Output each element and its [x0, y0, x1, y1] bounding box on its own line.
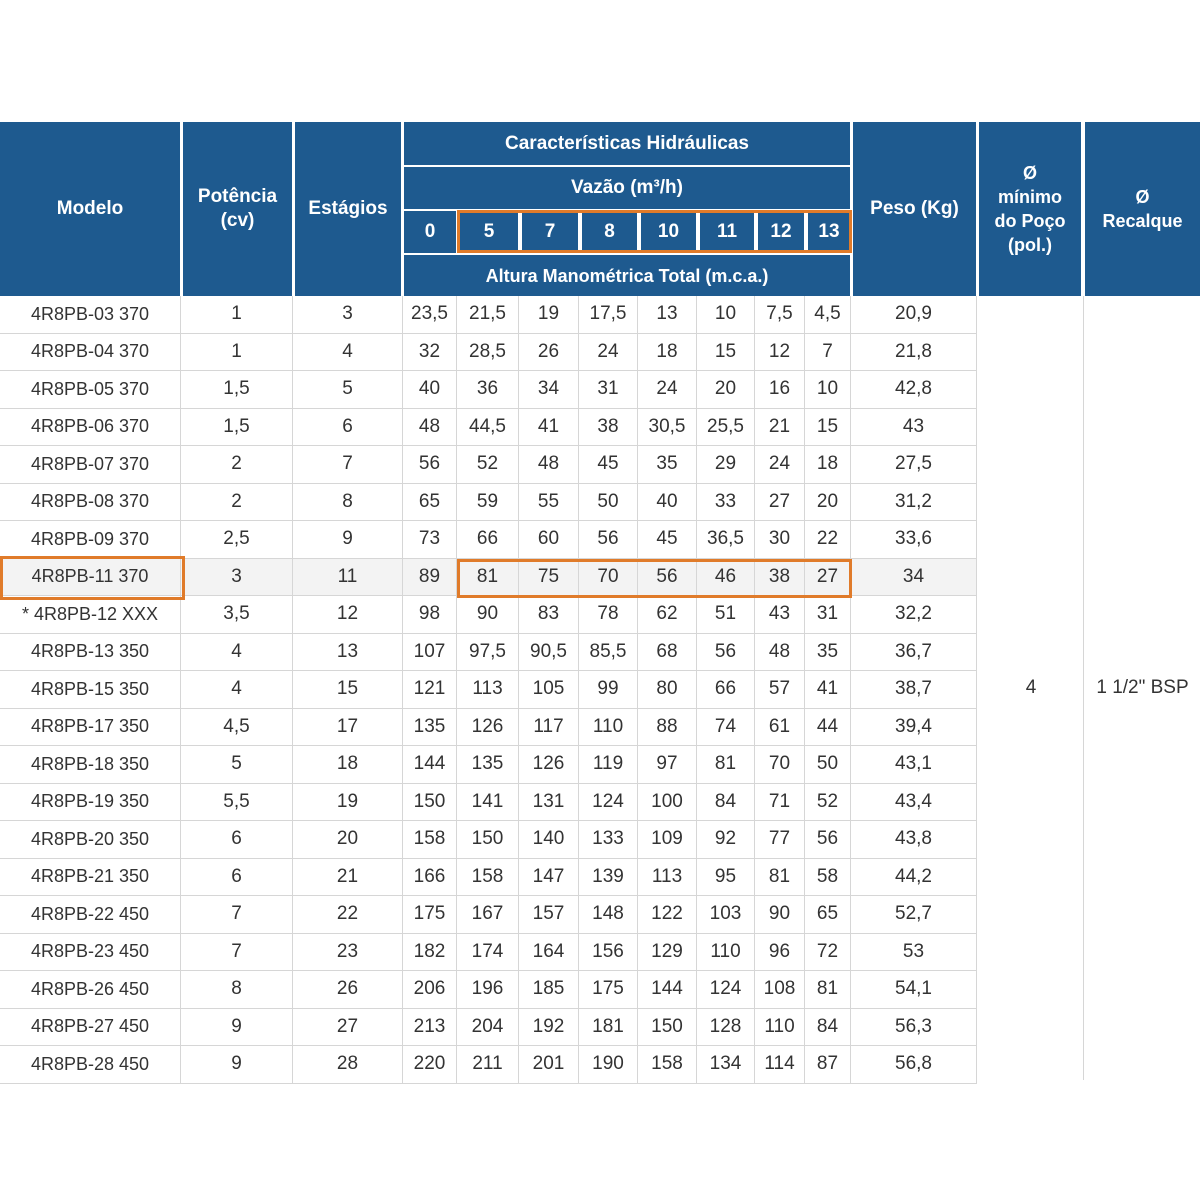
- cell-potencia: 1: [181, 296, 293, 333]
- cell-altura-3: 148: [579, 896, 638, 933]
- cell-peso: 43,1: [851, 746, 977, 783]
- cell-altura-5: 95: [697, 859, 755, 896]
- cell-altura-5: 51: [697, 596, 755, 633]
- cell-altura-0: 73: [403, 521, 457, 558]
- cell-altura-4: 40: [638, 484, 697, 521]
- cell-altura-2: 105: [519, 671, 579, 708]
- cell-altura-0: 56: [403, 446, 457, 483]
- cell-peso: 31,2: [851, 484, 977, 521]
- flow-header-6: 12: [758, 211, 804, 253]
- cell-altura-6: 77: [755, 821, 805, 858]
- cell-modelo: 4R8PB-18 350: [0, 746, 181, 783]
- cell-modelo: 4R8PB-17 350: [0, 709, 181, 746]
- table-row: [0, 1009, 977, 1047]
- cell-altura-3: 78: [579, 596, 638, 633]
- cell-altura-6: 12: [755, 334, 805, 371]
- cell-altura-7: 10: [805, 371, 851, 408]
- flow-header-4: 10: [641, 211, 696, 253]
- cell-altura-7: 35: [805, 634, 851, 671]
- cell-altura-3: 99: [579, 671, 638, 708]
- cell-altura-6: 81: [755, 859, 805, 896]
- cell-modelo: 4R8PB-11 370: [0, 559, 181, 596]
- cell-altura-4: 150: [638, 1009, 697, 1046]
- cell-peso: 34: [851, 559, 977, 596]
- cell-altura-0: 89: [403, 559, 457, 596]
- cell-altura-0: 32: [403, 334, 457, 371]
- cell-altura-1: 81: [457, 559, 519, 596]
- cell-altura-7: 31: [805, 596, 851, 633]
- cell-peso: 44,2: [851, 859, 977, 896]
- cell-estagios: 21: [293, 859, 403, 896]
- cell-altura-4: 100: [638, 784, 697, 821]
- cell-altura-4: 113: [638, 859, 697, 896]
- cell-peso: 36,7: [851, 634, 977, 671]
- cell-altura-7: 20: [805, 484, 851, 521]
- cell-modelo: 4R8PB-08 370: [0, 484, 181, 521]
- cell-altura-4: 24: [638, 371, 697, 408]
- cell-potencia: 3,5: [181, 596, 293, 633]
- cell-altura-0: 206: [403, 971, 457, 1008]
- header-vazao: Vazão (m³/h): [404, 167, 850, 209]
- cell-altura-3: 50: [579, 484, 638, 521]
- cell-estagios: 27: [293, 1009, 403, 1046]
- cell-altura-5: 20: [697, 371, 755, 408]
- cell-altura-5: 84: [697, 784, 755, 821]
- cell-modelo: 4R8PB-23 450: [0, 934, 181, 971]
- cell-altura-3: 110: [579, 709, 638, 746]
- cell-altura-5: 134: [697, 1046, 755, 1083]
- cell-potencia: 6: [181, 821, 293, 858]
- cell-peso: 56,3: [851, 1009, 977, 1046]
- cell-estagios: 19: [293, 784, 403, 821]
- cell-altura-0: 121: [403, 671, 457, 708]
- cell-modelo: 4R8PB-07 370: [0, 446, 181, 483]
- table-row: [0, 784, 977, 822]
- cell-altura-5: 36,5: [697, 521, 755, 558]
- table-row: [0, 596, 977, 634]
- cell-altura-5: 128: [697, 1009, 755, 1046]
- flow-header-0: 0: [404, 211, 456, 253]
- cell-altura-2: 140: [519, 821, 579, 858]
- cell-altura-5: 29: [697, 446, 755, 483]
- cell-altura-0: 158: [403, 821, 457, 858]
- header-caracteristicas: Características Hidráulicas: [404, 122, 850, 165]
- cell-altura-2: 41: [519, 409, 579, 446]
- cell-altura-5: 124: [697, 971, 755, 1008]
- cell-altura-6: 114: [755, 1046, 805, 1083]
- table-row: [0, 896, 977, 934]
- cell-estagios: 20: [293, 821, 403, 858]
- cell-altura-0: 182: [403, 934, 457, 971]
- cell-altura-0: 48: [403, 409, 457, 446]
- cell-potencia: 9: [181, 1046, 293, 1083]
- cell-altura-2: 192: [519, 1009, 579, 1046]
- cell-estagios: 11: [293, 559, 403, 596]
- cell-modelo: 4R8PB-20 350: [0, 821, 181, 858]
- cell-altura-1: 113: [457, 671, 519, 708]
- cell-modelo: 4R8PB-22 450: [0, 896, 181, 933]
- cell-potencia: 3: [181, 559, 293, 596]
- cell-altura-4: 68: [638, 634, 697, 671]
- cell-potencia: 1,5: [181, 371, 293, 408]
- table-row: [0, 934, 977, 972]
- cell-altura-3: 56: [579, 521, 638, 558]
- cell-altura-1: 52: [457, 446, 519, 483]
- cell-altura-1: 135: [457, 746, 519, 783]
- cell-altura-1: 174: [457, 934, 519, 971]
- cell-altura-7: 4,5: [805, 296, 851, 333]
- cell-peso: 20,9: [851, 296, 977, 333]
- table-row: [0, 371, 977, 409]
- cell-modelo: 4R8PB-19 350: [0, 784, 181, 821]
- cell-altura-7: 58: [805, 859, 851, 896]
- cell-altura-2: 19: [519, 296, 579, 333]
- cell-estagios: 17: [293, 709, 403, 746]
- cell-altura-4: 35: [638, 446, 697, 483]
- cell-altura-0: 135: [403, 709, 457, 746]
- cell-altura-6: 38: [755, 559, 805, 596]
- cell-potencia: 7: [181, 934, 293, 971]
- cell-altura-1: 66: [457, 521, 519, 558]
- cell-altura-5: 110: [697, 934, 755, 971]
- cell-modelo: 4R8PB-27 450: [0, 1009, 181, 1046]
- flow-header-5: 11: [700, 211, 754, 253]
- cell-altura-6: 96: [755, 934, 805, 971]
- cell-altura-7: 44: [805, 709, 851, 746]
- table-row: [0, 1046, 977, 1084]
- cell-altura-5: 46: [697, 559, 755, 596]
- cell-altura-6: 21: [755, 409, 805, 446]
- table-row: [0, 334, 977, 372]
- cell-altura-2: 83: [519, 596, 579, 633]
- cell-altura-4: 158: [638, 1046, 697, 1083]
- cell-estagios: 5: [293, 371, 403, 408]
- cell-altura-2: 34: [519, 371, 579, 408]
- cell-altura-6: 24: [755, 446, 805, 483]
- cell-potencia: 4: [181, 671, 293, 708]
- cell-potencia: 8: [181, 971, 293, 1008]
- cell-altura-3: 70: [579, 559, 638, 596]
- cell-estagios: 18: [293, 746, 403, 783]
- table-row: [0, 671, 977, 709]
- cell-altura-3: 119: [579, 746, 638, 783]
- cell-estagios: 22: [293, 896, 403, 933]
- flow-header-1: 5: [460, 211, 518, 253]
- cell-peso: 27,5: [851, 446, 977, 483]
- cell-altura-7: 87: [805, 1046, 851, 1083]
- header-diametro-poco: Ø mínimo do Poço (pol.): [979, 122, 1081, 296]
- cell-altura-1: 44,5: [457, 409, 519, 446]
- cell-estagios: 3: [293, 296, 403, 333]
- cell-modelo: 4R8PB-04 370: [0, 334, 181, 371]
- cell-altura-0: 220: [403, 1046, 457, 1083]
- cell-altura-2: 90,5: [519, 634, 579, 671]
- cell-estagios: 15: [293, 671, 403, 708]
- cell-altura-1: 126: [457, 709, 519, 746]
- cell-peso: 43,4: [851, 784, 977, 821]
- cell-altura-7: 27: [805, 559, 851, 596]
- cell-altura-6: 27: [755, 484, 805, 521]
- cell-altura-6: 43: [755, 596, 805, 633]
- cell-altura-3: 31: [579, 371, 638, 408]
- cell-altura-0: 144: [403, 746, 457, 783]
- cell-potencia: 9: [181, 1009, 293, 1046]
- cell-altura-6: 16: [755, 371, 805, 408]
- cell-estagios: 28: [293, 1046, 403, 1083]
- cell-altura-1: 28,5: [457, 334, 519, 371]
- cell-altura-3: 139: [579, 859, 638, 896]
- cell-altura-7: 72: [805, 934, 851, 971]
- cell-altura-0: 40: [403, 371, 457, 408]
- cell-altura-6: 57: [755, 671, 805, 708]
- header-altura: Altura Manométrica Total (m.c.a.): [404, 255, 850, 296]
- table-row: [0, 746, 977, 784]
- cell-altura-5: 25,5: [697, 409, 755, 446]
- cell-altura-4: 97: [638, 746, 697, 783]
- cell-altura-6: 71: [755, 784, 805, 821]
- pump-spec-table: [0, 122, 1200, 1080]
- cell-estagios: 26: [293, 971, 403, 1008]
- cell-altura-2: 126: [519, 746, 579, 783]
- cell-altura-3: 45: [579, 446, 638, 483]
- cell-altura-2: 147: [519, 859, 579, 896]
- cell-altura-7: 84: [805, 1009, 851, 1046]
- cell-altura-1: 150: [457, 821, 519, 858]
- cell-altura-4: 144: [638, 971, 697, 1008]
- cell-peso: 42,8: [851, 371, 977, 408]
- cell-altura-7: 81: [805, 971, 851, 1008]
- cell-peso: 33,6: [851, 521, 977, 558]
- cell-modelo: 4R8PB-09 370: [0, 521, 181, 558]
- cell-altura-5: 81: [697, 746, 755, 783]
- cell-altura-6: 61: [755, 709, 805, 746]
- cell-altura-7: 50: [805, 746, 851, 783]
- cell-altura-2: 157: [519, 896, 579, 933]
- cell-altura-2: 117: [519, 709, 579, 746]
- cell-potencia: 5: [181, 746, 293, 783]
- cell-altura-1: 97,5: [457, 634, 519, 671]
- header-modelo: Modelo: [0, 122, 180, 296]
- table-row: [0, 859, 977, 897]
- cell-altura-1: 158: [457, 859, 519, 896]
- cell-altura-1: 211: [457, 1046, 519, 1083]
- cell-estagios: 8: [293, 484, 403, 521]
- cell-altura-3: 17,5: [579, 296, 638, 333]
- cell-altura-3: 190: [579, 1046, 638, 1083]
- cell-estagios: 6: [293, 409, 403, 446]
- cell-altura-1: 196: [457, 971, 519, 1008]
- cell-altura-0: 65: [403, 484, 457, 521]
- cell-altura-0: 107: [403, 634, 457, 671]
- cell-altura-1: 59: [457, 484, 519, 521]
- cell-altura-4: 13: [638, 296, 697, 333]
- cell-potencia: 4,5: [181, 709, 293, 746]
- table-row: [0, 821, 977, 859]
- cell-altura-4: 88: [638, 709, 697, 746]
- cell-peso: 54,1: [851, 971, 977, 1008]
- cell-altura-3: 133: [579, 821, 638, 858]
- cell-altura-0: 166: [403, 859, 457, 896]
- cell-altura-2: 55: [519, 484, 579, 521]
- column-divider: [1083, 296, 1084, 1080]
- cell-altura-5: 10: [697, 296, 755, 333]
- cell-altura-1: 21,5: [457, 296, 519, 333]
- cell-altura-4: 56: [638, 559, 697, 596]
- cell-modelo: 4R8PB-28 450: [0, 1046, 181, 1083]
- cell-estagios: 13: [293, 634, 403, 671]
- cell-altura-7: 22: [805, 521, 851, 558]
- cell-potencia: 1,5: [181, 409, 293, 446]
- cell-peso: 43,8: [851, 821, 977, 858]
- cell-modelo: 4R8PB-13 350: [0, 634, 181, 671]
- cell-estagios: 7: [293, 446, 403, 483]
- table-row: [0, 409, 977, 447]
- cell-altura-5: 33: [697, 484, 755, 521]
- cell-altura-7: 41: [805, 671, 851, 708]
- cell-altura-4: 122: [638, 896, 697, 933]
- cell-estagios: 4: [293, 334, 403, 371]
- cell-altura-1: 36: [457, 371, 519, 408]
- cell-potencia: 2: [181, 484, 293, 521]
- cell-altura-2: 164: [519, 934, 579, 971]
- cell-altura-4: 80: [638, 671, 697, 708]
- cell-altura-5: 56: [697, 634, 755, 671]
- cell-estagios: 23: [293, 934, 403, 971]
- cell-altura-3: 181: [579, 1009, 638, 1046]
- cell-altura-5: 92: [697, 821, 755, 858]
- cell-altura-2: 185: [519, 971, 579, 1008]
- cell-potencia: 1: [181, 334, 293, 371]
- cell-altura-3: 85,5: [579, 634, 638, 671]
- cell-modelo: * 4R8PB-12 XXX: [0, 596, 181, 633]
- cell-altura-4: 45: [638, 521, 697, 558]
- cell-altura-6: 30: [755, 521, 805, 558]
- cell-altura-2: 131: [519, 784, 579, 821]
- cell-altura-7: 56: [805, 821, 851, 858]
- cell-altura-4: 109: [638, 821, 697, 858]
- cell-potencia: 2,5: [181, 521, 293, 558]
- cell-altura-7: 18: [805, 446, 851, 483]
- cell-altura-2: 201: [519, 1046, 579, 1083]
- recalque-value: 1 1/2" BSP: [1096, 677, 1189, 698]
- cell-peso: 56,8: [851, 1046, 977, 1083]
- cell-modelo: 4R8PB-26 450: [0, 971, 181, 1008]
- table-row: [0, 484, 977, 522]
- cell-modelo: 4R8PB-06 370: [0, 409, 181, 446]
- cell-altura-5: 103: [697, 896, 755, 933]
- cell-altura-6: 110: [755, 1009, 805, 1046]
- cell-altura-7: 52: [805, 784, 851, 821]
- flow-header-7: 13: [808, 211, 850, 253]
- table-row: [0, 709, 977, 747]
- table-row: [0, 521, 977, 559]
- table-row: [0, 296, 977, 334]
- cell-altura-2: 75: [519, 559, 579, 596]
- cell-peso: 38,7: [851, 671, 977, 708]
- cell-altura-5: 74: [697, 709, 755, 746]
- cell-altura-2: 48: [519, 446, 579, 483]
- cell-altura-1: 90: [457, 596, 519, 633]
- cell-altura-0: 175: [403, 896, 457, 933]
- cell-peso: 39,4: [851, 709, 977, 746]
- header-peso: Peso (Kg): [853, 122, 976, 296]
- cell-peso: 52,7: [851, 896, 977, 933]
- cell-peso: 53: [851, 934, 977, 971]
- cell-altura-3: 24: [579, 334, 638, 371]
- cell-modelo: 4R8PB-05 370: [0, 371, 181, 408]
- cell-altura-4: 18: [638, 334, 697, 371]
- cell-altura-6: 90: [755, 896, 805, 933]
- cell-altura-0: 213: [403, 1009, 457, 1046]
- cell-altura-0: 150: [403, 784, 457, 821]
- cell-potencia: 6: [181, 859, 293, 896]
- cell-altura-3: 38: [579, 409, 638, 446]
- cell-modelo: 4R8PB-15 350: [0, 671, 181, 708]
- cell-altura-6: 48: [755, 634, 805, 671]
- cell-altura-3: 124: [579, 784, 638, 821]
- table-row: [0, 446, 977, 484]
- table-row: [0, 559, 977, 597]
- cell-altura-1: 167: [457, 896, 519, 933]
- cell-altura-5: 66: [697, 671, 755, 708]
- cell-altura-2: 60: [519, 521, 579, 558]
- poco-value: 4: [1025, 677, 1037, 698]
- cell-peso: 43: [851, 409, 977, 446]
- cell-altura-3: 175: [579, 971, 638, 1008]
- header-diametro-recalque: Ø Recalque: [1085, 122, 1200, 296]
- cell-potencia: 7: [181, 896, 293, 933]
- cell-altura-5: 15: [697, 334, 755, 371]
- cell-estagios: 12: [293, 596, 403, 633]
- cell-altura-0: 98: [403, 596, 457, 633]
- cell-potencia: 4: [181, 634, 293, 671]
- cell-altura-6: 7,5: [755, 296, 805, 333]
- flow-header-2: 7: [522, 211, 578, 253]
- cell-altura-4: 30,5: [638, 409, 697, 446]
- flow-header-3: 8: [582, 211, 637, 253]
- cell-altura-7: 65: [805, 896, 851, 933]
- cell-altura-6: 108: [755, 971, 805, 1008]
- header-potencia: Potência (cv): [183, 122, 292, 296]
- cell-altura-7: 15: [805, 409, 851, 446]
- cell-altura-4: 129: [638, 934, 697, 971]
- cell-altura-0: 23,5: [403, 296, 457, 333]
- cell-potencia: 2: [181, 446, 293, 483]
- cell-peso: 21,8: [851, 334, 977, 371]
- cell-altura-6: 70: [755, 746, 805, 783]
- table-row: [0, 971, 977, 1009]
- cell-altura-4: 62: [638, 596, 697, 633]
- table-row: [0, 634, 977, 672]
- cell-peso: 32,2: [851, 596, 977, 633]
- cell-altura-1: 204: [457, 1009, 519, 1046]
- cell-altura-3: 156: [579, 934, 638, 971]
- cell-modelo: 4R8PB-21 350: [0, 859, 181, 896]
- cell-altura-1: 141: [457, 784, 519, 821]
- cell-altura-2: 26: [519, 334, 579, 371]
- cell-potencia: 5,5: [181, 784, 293, 821]
- cell-estagios: 9: [293, 521, 403, 558]
- cell-altura-7: 7: [805, 334, 851, 371]
- header-estagios: Estágios: [295, 122, 401, 296]
- cell-modelo: 4R8PB-03 370: [0, 296, 181, 333]
